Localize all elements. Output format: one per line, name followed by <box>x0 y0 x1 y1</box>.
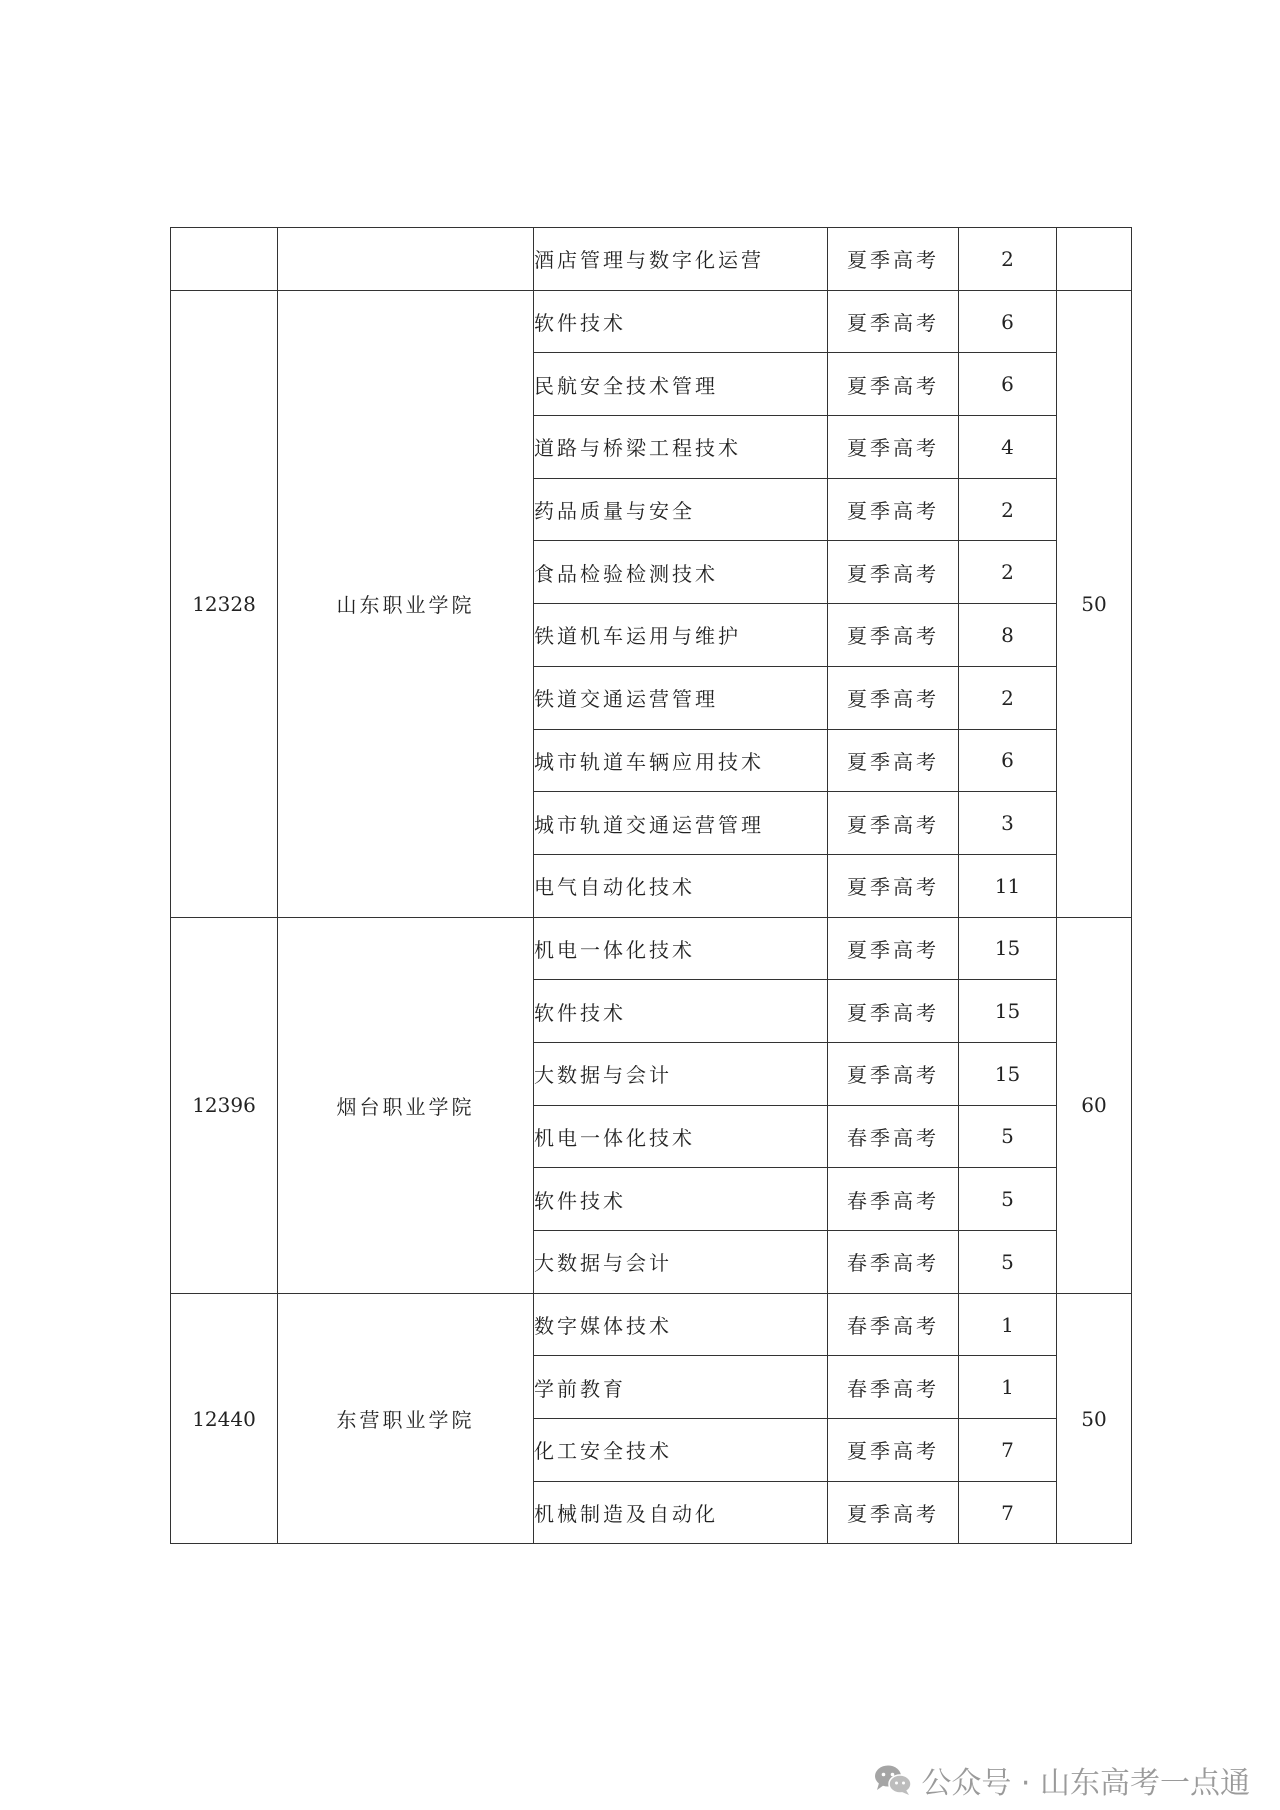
season-cell: 夏季高考 <box>828 353 959 416</box>
season-cell: 夏季高考 <box>828 792 959 855</box>
season-cell: 夏季高考 <box>828 604 959 667</box>
major-cell: 机械制造及自动化 <box>534 1481 828 1544</box>
college-name-cell: 山东职业学院 <box>278 290 534 917</box>
count-cell: 6 <box>959 290 1057 353</box>
season-cell: 春季高考 <box>828 1293 959 1356</box>
season-cell: 春季高考 <box>828 1168 959 1231</box>
major-cell: 软件技术 <box>534 980 828 1043</box>
count-cell: 5 <box>959 1168 1057 1231</box>
season-cell: 夏季高考 <box>828 478 959 541</box>
major-cell: 酒店管理与数字化运营 <box>534 228 828 291</box>
major-cell: 药品质量与安全 <box>534 478 828 541</box>
count-cell: 11 <box>959 854 1057 917</box>
count-cell: 3 <box>959 792 1057 855</box>
major-cell: 城市轨道交通运营管理 <box>534 792 828 855</box>
watermark <box>873 1760 1250 1800</box>
season-cell: 夏季高考 <box>828 729 959 792</box>
count-cell: 6 <box>959 353 1057 416</box>
count-cell: 1 <box>959 1356 1057 1419</box>
count-cell: 6 <box>959 729 1057 792</box>
season-cell: 夏季高考 <box>828 1042 959 1105</box>
major-cell: 化工安全技术 <box>534 1419 828 1482</box>
season-cell: 春季高考 <box>828 1231 959 1294</box>
count-cell: 15 <box>959 1042 1057 1105</box>
major-cell: 机电一体化技术 <box>534 1105 828 1168</box>
wechat-icon <box>873 1763 913 1797</box>
count-cell: 7 <box>959 1481 1057 1544</box>
season-cell: 夏季高考 <box>828 917 959 980</box>
college-total-cell: 60 <box>1057 917 1132 1293</box>
season-cell: 夏季高考 <box>828 228 959 291</box>
college-cell-empty <box>278 228 534 291</box>
college-total-cell: 50 <box>1057 290 1132 917</box>
major-cell: 机电一体化技术 <box>534 917 828 980</box>
count-cell: 2 <box>959 666 1057 729</box>
table-row <box>171 290 1132 353</box>
count-cell: 2 <box>959 478 1057 541</box>
major-cell: 道路与桥梁工程技术 <box>534 416 828 479</box>
count-cell: 5 <box>959 1105 1057 1168</box>
major-cell: 学前教育 <box>534 1356 828 1419</box>
major-cell: 数字媒体技术 <box>534 1293 828 1356</box>
college-code-cell: 12328 <box>171 290 278 917</box>
college-name-cell: 烟台职业学院 <box>278 917 534 1293</box>
major-cell: 城市轨道车辆应用技术 <box>534 729 828 792</box>
table-row <box>171 917 1132 980</box>
count-cell: 5 <box>959 1231 1057 1294</box>
table-row <box>171 228 1132 291</box>
major-cell: 大数据与会计 <box>534 1231 828 1294</box>
count-cell: 4 <box>959 416 1057 479</box>
code-cell-empty <box>171 228 278 291</box>
count-cell: 1 <box>959 1293 1057 1356</box>
college-total-cell: 50 <box>1057 1293 1132 1544</box>
count-cell: 15 <box>959 980 1057 1043</box>
season-cell: 夏季高考 <box>828 666 959 729</box>
count-cell: 15 <box>959 917 1057 980</box>
admissions-table <box>170 227 1132 1544</box>
season-cell: 夏季高考 <box>828 980 959 1043</box>
season-cell: 春季高考 <box>828 1356 959 1419</box>
season-cell: 夏季高考 <box>828 290 959 353</box>
season-cell: 夏季高考 <box>828 1419 959 1482</box>
major-cell: 软件技术 <box>534 1168 828 1231</box>
count-cell: 2 <box>959 541 1057 604</box>
season-cell: 夏季高考 <box>828 854 959 917</box>
major-cell: 铁道机车运用与维护 <box>534 604 828 667</box>
college-code-cell: 12440 <box>171 1293 278 1544</box>
watermark-text: 公众号 · 山东高考一点通 <box>921 1766 1250 1801</box>
count-cell: 8 <box>959 604 1057 667</box>
count-cell: 7 <box>959 1419 1057 1482</box>
major-cell: 电气自动化技术 <box>534 854 828 917</box>
table-row <box>171 1293 1132 1356</box>
season-cell: 春季高考 <box>828 1105 959 1168</box>
major-cell: 大数据与会计 <box>534 1042 828 1105</box>
college-name-cell: 东营职业学院 <box>278 1293 534 1544</box>
total-cell-empty <box>1057 228 1132 291</box>
major-cell: 软件技术 <box>534 290 828 353</box>
major-cell: 铁道交通运营管理 <box>534 666 828 729</box>
college-code-cell: 12396 <box>171 917 278 1293</box>
season-cell: 夏季高考 <box>828 1481 959 1544</box>
season-cell: 夏季高考 <box>828 416 959 479</box>
season-cell: 夏季高考 <box>828 541 959 604</box>
major-cell: 民航安全技术管理 <box>534 353 828 416</box>
major-cell: 食品检验检测技术 <box>534 541 828 604</box>
count-cell: 2 <box>959 228 1057 291</box>
